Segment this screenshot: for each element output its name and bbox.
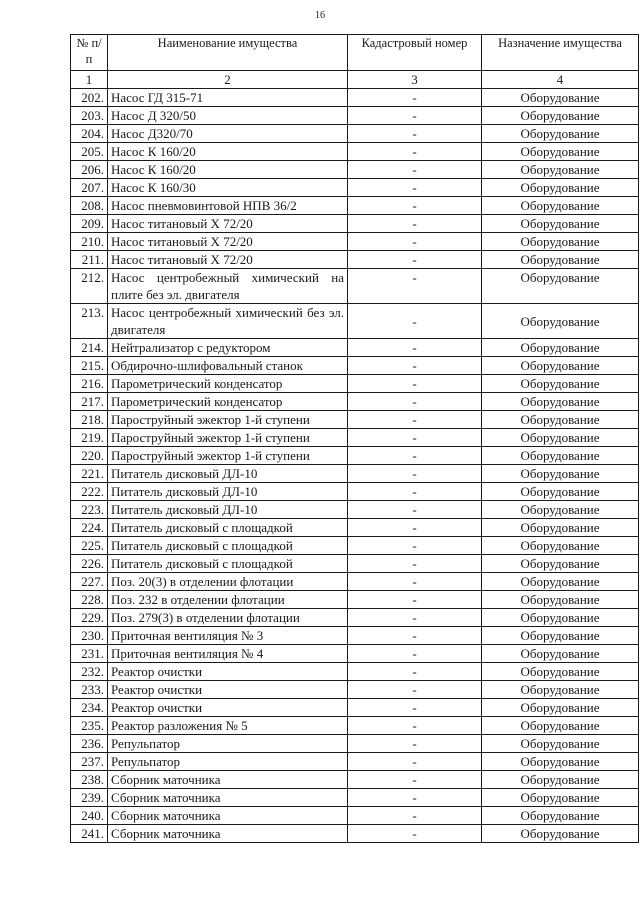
row-name: Насос титановый Х 72/20 bbox=[108, 251, 348, 269]
table-row bbox=[71, 627, 639, 645]
row-purpose: Оборудование bbox=[482, 501, 639, 519]
table-row bbox=[71, 519, 639, 537]
row-number: 208. bbox=[71, 197, 108, 215]
row-name: Поз. 279(3) в отделении флотации bbox=[108, 609, 348, 627]
row-number: 225. bbox=[71, 537, 108, 555]
row-number: 233. bbox=[71, 681, 108, 699]
table-row bbox=[71, 501, 639, 519]
row-cadastral: - bbox=[348, 609, 482, 627]
row-cadastral: - bbox=[348, 753, 482, 771]
row-cadastral: - bbox=[348, 375, 482, 393]
table-row bbox=[71, 339, 639, 357]
row-number: 202. bbox=[71, 89, 108, 107]
table-header-row bbox=[71, 35, 639, 71]
row-number: 210. bbox=[71, 233, 108, 251]
row-cadastral: - bbox=[348, 447, 482, 465]
row-name: Питатель дисковый ДЛ-10 bbox=[108, 501, 348, 519]
index-cell: 2 bbox=[108, 71, 348, 89]
row-name: Поз. 232 в отделении флотации bbox=[108, 591, 348, 609]
row-name: Пароструйный эжектор 1-й ступени bbox=[108, 411, 348, 429]
row-purpose: Оборудование bbox=[482, 591, 639, 609]
table-row bbox=[71, 233, 639, 251]
row-purpose: Оборудование bbox=[482, 89, 639, 107]
row-purpose: Оборудование bbox=[482, 645, 639, 663]
row-cadastral: - bbox=[348, 681, 482, 699]
row-purpose: Оборудование bbox=[482, 465, 639, 483]
row-number: 203. bbox=[71, 107, 108, 125]
row-number: 211. bbox=[71, 251, 108, 269]
row-name: Обдирочно-шлифовальный станок bbox=[108, 357, 348, 375]
row-name: Приточная вентиляция № 3 bbox=[108, 627, 348, 645]
row-cadastral: - bbox=[348, 825, 482, 843]
row-number: 226. bbox=[71, 555, 108, 573]
table-row bbox=[71, 251, 639, 269]
row-number: 209. bbox=[71, 215, 108, 233]
table-row bbox=[71, 573, 639, 591]
table-row bbox=[71, 197, 639, 215]
row-name: Реактор разложения № 5 bbox=[108, 717, 348, 735]
table-row bbox=[71, 375, 639, 393]
header-num: № п/п bbox=[71, 35, 108, 71]
table-row bbox=[71, 125, 639, 143]
row-name: Питатель дисковый ДЛ-10 bbox=[108, 483, 348, 501]
row-cadastral: - bbox=[348, 555, 482, 573]
row-purpose: Оборудование bbox=[482, 339, 639, 357]
row-purpose: Оборудование bbox=[482, 447, 639, 465]
table-row bbox=[71, 735, 639, 753]
row-cadastral: - bbox=[348, 197, 482, 215]
table-row bbox=[71, 663, 639, 681]
row-cadastral: - bbox=[348, 339, 482, 357]
row-name: Парометрический конденсатор bbox=[108, 393, 348, 411]
table-row bbox=[71, 807, 639, 825]
row-number: 230. bbox=[71, 627, 108, 645]
table-row bbox=[71, 717, 639, 735]
table-row bbox=[71, 465, 639, 483]
table-row bbox=[71, 681, 639, 699]
header-cadastral: Кадастровый номер bbox=[348, 35, 482, 71]
row-number: 219. bbox=[71, 429, 108, 447]
row-cadastral: - bbox=[348, 483, 482, 501]
row-number: 240. bbox=[71, 807, 108, 825]
row-name: Насос К 160/20 bbox=[108, 161, 348, 179]
row-cadastral: - bbox=[348, 233, 482, 251]
row-name: Питатель дисковый с площадкой bbox=[108, 555, 348, 573]
row-cadastral: - bbox=[348, 357, 482, 375]
row-number: 224. bbox=[71, 519, 108, 537]
row-number: 214. bbox=[71, 339, 108, 357]
row-number: 223. bbox=[71, 501, 108, 519]
table-row bbox=[71, 304, 639, 339]
table-row bbox=[71, 411, 639, 429]
row-cadastral: - bbox=[348, 591, 482, 609]
row-name: Реактор очистки bbox=[108, 681, 348, 699]
table-row bbox=[71, 771, 639, 789]
row-number: 241. bbox=[71, 825, 108, 843]
table-row bbox=[71, 825, 639, 843]
row-purpose: Оборудование bbox=[482, 125, 639, 143]
row-cadastral: - bbox=[348, 179, 482, 197]
row-cadastral: - bbox=[348, 645, 482, 663]
row-name: Приточная вентиляция № 4 bbox=[108, 645, 348, 663]
row-number: 229. bbox=[71, 609, 108, 627]
row-name: Сборник маточника bbox=[108, 825, 348, 843]
row-name: Сборник маточника bbox=[108, 771, 348, 789]
row-cadastral: - bbox=[348, 107, 482, 125]
row-purpose: Оборудование bbox=[482, 609, 639, 627]
table-row bbox=[71, 393, 639, 411]
row-number: 228. bbox=[71, 591, 108, 609]
row-name: Сборник маточника bbox=[108, 789, 348, 807]
row-number: 207. bbox=[71, 179, 108, 197]
row-purpose: Оборудование bbox=[482, 251, 639, 269]
row-purpose: Оборудование bbox=[482, 681, 639, 699]
row-purpose: Оборудование bbox=[482, 537, 639, 555]
column-index-row bbox=[71, 71, 639, 89]
table-body bbox=[71, 89, 639, 843]
table-row bbox=[71, 789, 639, 807]
table-row bbox=[71, 555, 639, 573]
row-purpose: Оборудование bbox=[482, 789, 639, 807]
row-purpose: Оборудование bbox=[482, 393, 639, 411]
row-purpose: Оборудование bbox=[482, 161, 639, 179]
row-number: 215. bbox=[71, 357, 108, 375]
row-purpose: Оборудование bbox=[482, 753, 639, 771]
row-cadastral: - bbox=[348, 143, 482, 161]
row-name: Насос титановый Х 72/20 bbox=[108, 233, 348, 251]
property-table bbox=[70, 34, 639, 843]
row-name: Насос титановый Х 72/20 bbox=[108, 215, 348, 233]
table-row bbox=[71, 429, 639, 447]
row-name: Питатель дисковый с площадкой bbox=[108, 519, 348, 537]
row-name: Пароструйный эжектор 1-й ступени bbox=[108, 447, 348, 465]
row-number: 216. bbox=[71, 375, 108, 393]
row-cadastral: - bbox=[348, 269, 482, 304]
row-cadastral: - bbox=[348, 429, 482, 447]
row-number: 235. bbox=[71, 717, 108, 735]
row-cadastral: - bbox=[348, 735, 482, 753]
table-row bbox=[71, 591, 639, 609]
row-cadastral: - bbox=[348, 699, 482, 717]
table-row bbox=[71, 161, 639, 179]
row-cadastral: - bbox=[348, 807, 482, 825]
row-number: 220. bbox=[71, 447, 108, 465]
table-row bbox=[71, 645, 639, 663]
row-purpose: Оборудование bbox=[482, 663, 639, 681]
row-name: Насос К 160/30 bbox=[108, 179, 348, 197]
row-purpose: Оборудование bbox=[482, 215, 639, 233]
row-name: Насос ГД 315-71 bbox=[108, 89, 348, 107]
row-purpose: Оборудование bbox=[482, 807, 639, 825]
row-name: Насос центробежный химический на плите без эл. двигателя bbox=[108, 269, 348, 304]
row-purpose: Оборудование bbox=[482, 555, 639, 573]
row-number: 234. bbox=[71, 699, 108, 717]
row-number: 227. bbox=[71, 573, 108, 591]
table-row bbox=[71, 609, 639, 627]
index-cell: 3 bbox=[348, 71, 482, 89]
row-number: 213. bbox=[71, 304, 108, 339]
row-cadastral: - bbox=[348, 411, 482, 429]
row-cadastral: - bbox=[348, 161, 482, 179]
row-purpose: Оборудование bbox=[482, 483, 639, 501]
row-purpose: Оборудование bbox=[482, 627, 639, 645]
row-cadastral: - bbox=[348, 215, 482, 233]
row-cadastral: - bbox=[348, 465, 482, 483]
row-purpose: Оборудование bbox=[482, 269, 639, 304]
row-name: Сборник маточника bbox=[108, 807, 348, 825]
index-cell: 4 bbox=[482, 71, 639, 89]
row-purpose: Оборудование bbox=[482, 304, 639, 339]
table-row bbox=[71, 269, 639, 304]
row-number: 232. bbox=[71, 663, 108, 681]
row-purpose: Оборудование bbox=[482, 375, 639, 393]
row-purpose: Оборудование bbox=[482, 825, 639, 843]
row-purpose: Оборудование bbox=[482, 411, 639, 429]
row-purpose: Оборудование bbox=[482, 143, 639, 161]
index-cell: 1 bbox=[71, 71, 108, 89]
row-purpose: Оборудование bbox=[482, 717, 639, 735]
row-cadastral: - bbox=[348, 89, 482, 107]
row-cadastral: - bbox=[348, 573, 482, 591]
row-name: Нейтрализатор с редуктором bbox=[108, 339, 348, 357]
row-name: Репульпатор bbox=[108, 735, 348, 753]
row-purpose: Оборудование bbox=[482, 357, 639, 375]
row-number: 221. bbox=[71, 465, 108, 483]
row-cadastral: - bbox=[348, 251, 482, 269]
row-number: 217. bbox=[71, 393, 108, 411]
row-purpose: Оборудование bbox=[482, 699, 639, 717]
table-row bbox=[71, 699, 639, 717]
row-name: Поз. 20(3) в отделении флотации bbox=[108, 573, 348, 591]
row-purpose: Оборудование bbox=[482, 573, 639, 591]
table-row bbox=[71, 483, 639, 501]
row-name: Репульпатор bbox=[108, 753, 348, 771]
row-number: 206. bbox=[71, 161, 108, 179]
row-name: Насос Д 320/50 bbox=[108, 107, 348, 125]
row-purpose: Оборудование bbox=[482, 429, 639, 447]
row-cadastral: - bbox=[348, 304, 482, 339]
row-number: 236. bbox=[71, 735, 108, 753]
row-number: 212. bbox=[71, 269, 108, 304]
row-name: Реактор очистки bbox=[108, 663, 348, 681]
row-cadastral: - bbox=[348, 393, 482, 411]
row-name: Насос пневмовинтовой НПВ 36/2 bbox=[108, 197, 348, 215]
row-cadastral: - bbox=[348, 789, 482, 807]
row-number: 204. bbox=[71, 125, 108, 143]
row-cadastral: - bbox=[348, 537, 482, 555]
row-number: 239. bbox=[71, 789, 108, 807]
table-row bbox=[71, 447, 639, 465]
table-row bbox=[71, 89, 639, 107]
row-purpose: Оборудование bbox=[482, 179, 639, 197]
row-purpose: Оборудование bbox=[482, 735, 639, 753]
row-name: Насос центробежный химический без эл. двигателя bbox=[108, 304, 348, 339]
table-row bbox=[71, 357, 639, 375]
row-cadastral: - bbox=[348, 501, 482, 519]
row-name: Насос Д320/70 bbox=[108, 125, 348, 143]
header-purpose: Назначение имущества bbox=[482, 35, 639, 71]
table-row bbox=[71, 215, 639, 233]
row-cadastral: - bbox=[348, 519, 482, 537]
row-number: 218. bbox=[71, 411, 108, 429]
table-row bbox=[71, 143, 639, 161]
row-name: Реактор очистки bbox=[108, 699, 348, 717]
row-purpose: Оборудование bbox=[482, 771, 639, 789]
row-name: Насос К 160/20 bbox=[108, 143, 348, 161]
row-purpose: Оборудование bbox=[482, 519, 639, 537]
row-purpose: Оборудование bbox=[482, 107, 639, 125]
row-purpose: Оборудование bbox=[482, 197, 639, 215]
row-number: 231. bbox=[71, 645, 108, 663]
row-number: 237. bbox=[71, 753, 108, 771]
header-name: Наименование имущества bbox=[108, 35, 348, 71]
table-row bbox=[71, 179, 639, 197]
table-row bbox=[71, 753, 639, 771]
row-cadastral: - bbox=[348, 771, 482, 789]
page-number: 16 bbox=[315, 10, 325, 21]
row-number: 238. bbox=[71, 771, 108, 789]
row-name: Питатель дисковый ДЛ-10 bbox=[108, 465, 348, 483]
table-row bbox=[71, 107, 639, 125]
row-cadastral: - bbox=[348, 717, 482, 735]
row-purpose: Оборудование bbox=[482, 233, 639, 251]
row-name: Пароструйный эжектор 1-й ступени bbox=[108, 429, 348, 447]
row-number: 222. bbox=[71, 483, 108, 501]
row-number: 205. bbox=[71, 143, 108, 161]
row-cadastral: - bbox=[348, 627, 482, 645]
row-name: Питатель дисковый с площадкой bbox=[108, 537, 348, 555]
row-cadastral: - bbox=[348, 663, 482, 681]
row-cadastral: - bbox=[348, 125, 482, 143]
table-row bbox=[71, 537, 639, 555]
row-name: Парометрический конденсатор bbox=[108, 375, 348, 393]
